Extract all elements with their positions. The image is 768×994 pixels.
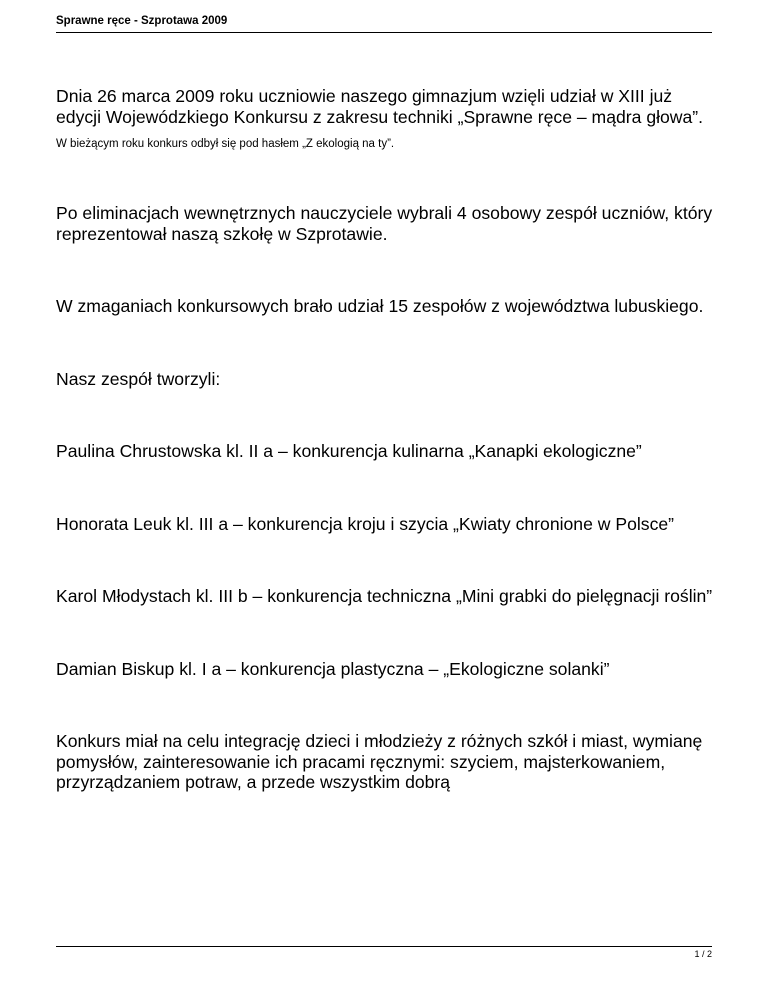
paragraph-motto: W bieżącym roku konkurs odbył się pod hasłem „Z ekologią na ty”. [56, 138, 395, 150]
document-title: Sprawne ręce - Szprotawa 2009 [56, 15, 228, 27]
team-member-item: Honorata Leuk kl. III a – konkurencja kroju i szycia „Kwiaty chronione w Polsce” [56, 513, 675, 534]
paragraph-intro: Dnia 26 marca 2009 roku uczniowie naszego gimnazjum wzięli udział w XIII już edycji Wojewódzkiego Konkursu z zakresu techniki „Sprawne ręce – mądra głowa”. [56, 86, 704, 127]
page-footer [56, 946, 712, 959]
paragraph-team-intro: Nasz zespół tworzyli: [56, 368, 221, 389]
page-number: 1 / 2 [694, 949, 712, 959]
team-member-item: Damian Biskup kl. I a – konkurencja plastyczna – „Ekologiczne solanki” [56, 658, 610, 679]
paragraph-teams-count: W zmaganiach konkursowych brało udział 15 zespołów z województwa lubuskiego. [56, 296, 704, 316]
team-member-item: Karol Młodystach kl. III b – konkurencja techniczna „Mini grabki do pielęgnacji roślin” [56, 586, 713, 606]
team-member-item: Paulina Chrustowska kl. II a – konkurencja kulinarna „Kanapki ekologiczne” [56, 441, 642, 461]
page-header [56, 14, 712, 33]
paragraph-eliminations: Po eliminacjach wewnętrznych nauczyciele wybrali 4 osobowy zespół uczniów, który reprezentował naszą szkołę w Szprotawie. [56, 203, 713, 244]
paragraph-contest-goal: Konkurs miał na celu integrację dzieci i młodzieży z różnych szkół i miast, wymianę pomysłów, zainteresowanie ich pracami ręcznymi: szyciem, majsterkowaniem, przyrządzaniem potraw, a przede wszystkim dobrą [56, 731, 703, 792]
document-body [56, 86, 718, 793]
